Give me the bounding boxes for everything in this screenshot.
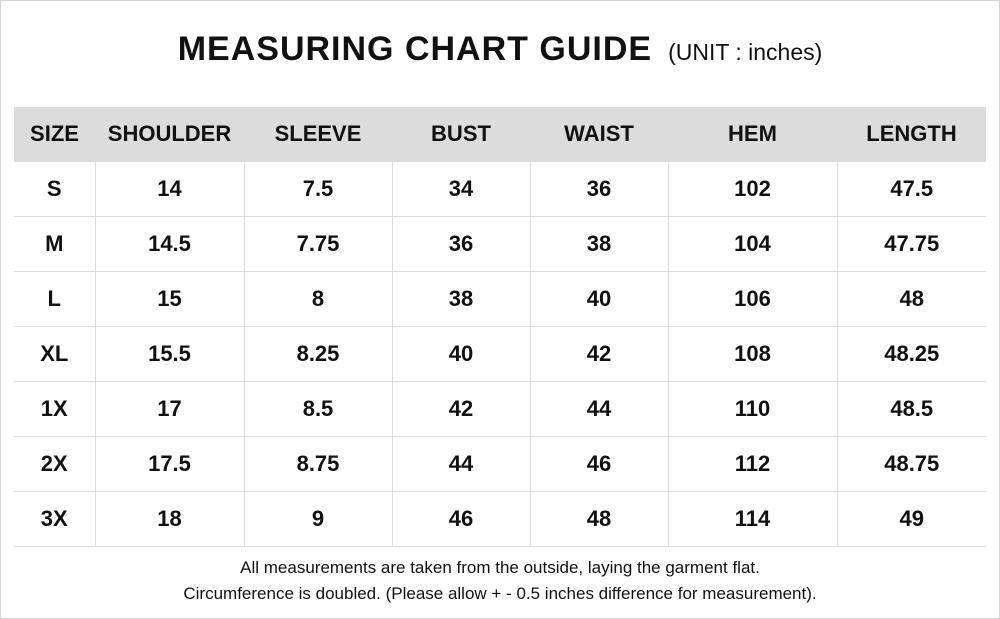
cell-hem: 108 bbox=[668, 327, 837, 382]
cell-shoulder: 14 bbox=[95, 162, 244, 217]
cell-size: XL bbox=[14, 327, 95, 382]
table-row bbox=[14, 327, 986, 382]
cell-size: 2X bbox=[14, 437, 95, 492]
cell-shoulder: 18 bbox=[95, 492, 244, 547]
cell-shoulder: 17 bbox=[95, 382, 244, 437]
header-waist: WAIST bbox=[530, 107, 668, 162]
cell-waist: 40 bbox=[530, 272, 668, 327]
cell-hem: 110 bbox=[668, 382, 837, 437]
cell-bust: 40 bbox=[392, 327, 530, 382]
cell-shoulder: 17.5 bbox=[95, 437, 244, 492]
note-line: All measurements are taken from the outside, laying the garment flat. bbox=[240, 558, 760, 577]
cell-waist: 44 bbox=[530, 382, 668, 437]
cell-hem: 114 bbox=[668, 492, 837, 547]
header-length: LENGTH bbox=[837, 107, 986, 162]
cell-size: S bbox=[14, 162, 95, 217]
header-sleeve: SLEEVE bbox=[244, 107, 392, 162]
cell-size: L bbox=[14, 272, 95, 327]
cell-length: 47.5 bbox=[837, 162, 986, 217]
size-table bbox=[14, 107, 986, 547]
cell-length: 48.25 bbox=[837, 327, 986, 382]
cell-bust: 36 bbox=[392, 217, 530, 272]
cell-bust: 44 bbox=[392, 437, 530, 492]
cell-bust: 34 bbox=[392, 162, 530, 217]
page-title: MEASURING CHART GUIDE bbox=[177, 30, 653, 68]
cell-hem: 104 bbox=[668, 217, 837, 272]
title-row bbox=[0, 30, 1000, 80]
table-row bbox=[14, 382, 986, 437]
cell-sleeve: 7.5 bbox=[244, 162, 392, 217]
note-line: Circumference is doubled. (Please allow + - 0.5 inches difference for measurement). bbox=[183, 584, 817, 603]
table-row bbox=[14, 272, 986, 327]
cell-length: 47.75 bbox=[837, 217, 986, 272]
header-size: SIZE bbox=[14, 107, 95, 162]
table-row bbox=[14, 162, 986, 217]
cell-shoulder: 14.5 bbox=[95, 217, 244, 272]
table-row bbox=[14, 492, 986, 547]
cell-length: 48.5 bbox=[837, 382, 986, 437]
cell-sleeve: 8.25 bbox=[244, 327, 392, 382]
cell-waist: 42 bbox=[530, 327, 668, 382]
cell-size: 1X bbox=[14, 382, 95, 437]
cell-bust: 38 bbox=[392, 272, 530, 327]
cell-hem: 102 bbox=[668, 162, 837, 217]
cell-length: 48.75 bbox=[837, 437, 986, 492]
table-row bbox=[14, 437, 986, 492]
cell-size: 3X bbox=[14, 492, 95, 547]
cell-shoulder: 15 bbox=[95, 272, 244, 327]
cell-sleeve: 7.75 bbox=[244, 217, 392, 272]
cell-sleeve: 9 bbox=[244, 492, 392, 547]
cell-bust: 46 bbox=[392, 492, 530, 547]
cell-sleeve: 8.5 bbox=[244, 382, 392, 437]
cell-sleeve: 8 bbox=[244, 272, 392, 327]
cell-hem: 112 bbox=[668, 437, 837, 492]
cell-size: M bbox=[14, 217, 95, 272]
cell-shoulder: 15.5 bbox=[95, 327, 244, 382]
cell-waist: 36 bbox=[530, 162, 668, 217]
cell-bust: 42 bbox=[392, 382, 530, 437]
cell-length: 48 bbox=[837, 272, 986, 327]
cell-sleeve: 8.75 bbox=[244, 437, 392, 492]
cell-waist: 46 bbox=[530, 437, 668, 492]
table-row bbox=[14, 217, 986, 272]
cell-waist: 48 bbox=[530, 492, 668, 547]
table-header-row bbox=[14, 107, 986, 162]
header-shoulder: SHOULDER bbox=[95, 107, 244, 162]
header-bust: BUST bbox=[392, 107, 530, 162]
cell-hem: 106 bbox=[668, 272, 837, 327]
cell-length: 49 bbox=[837, 492, 986, 547]
cell-waist: 38 bbox=[530, 217, 668, 272]
measurement-notes bbox=[0, 555, 1000, 607]
header-hem: HEM bbox=[668, 107, 837, 162]
unit-label: (UNIT : inches) bbox=[668, 39, 823, 65]
